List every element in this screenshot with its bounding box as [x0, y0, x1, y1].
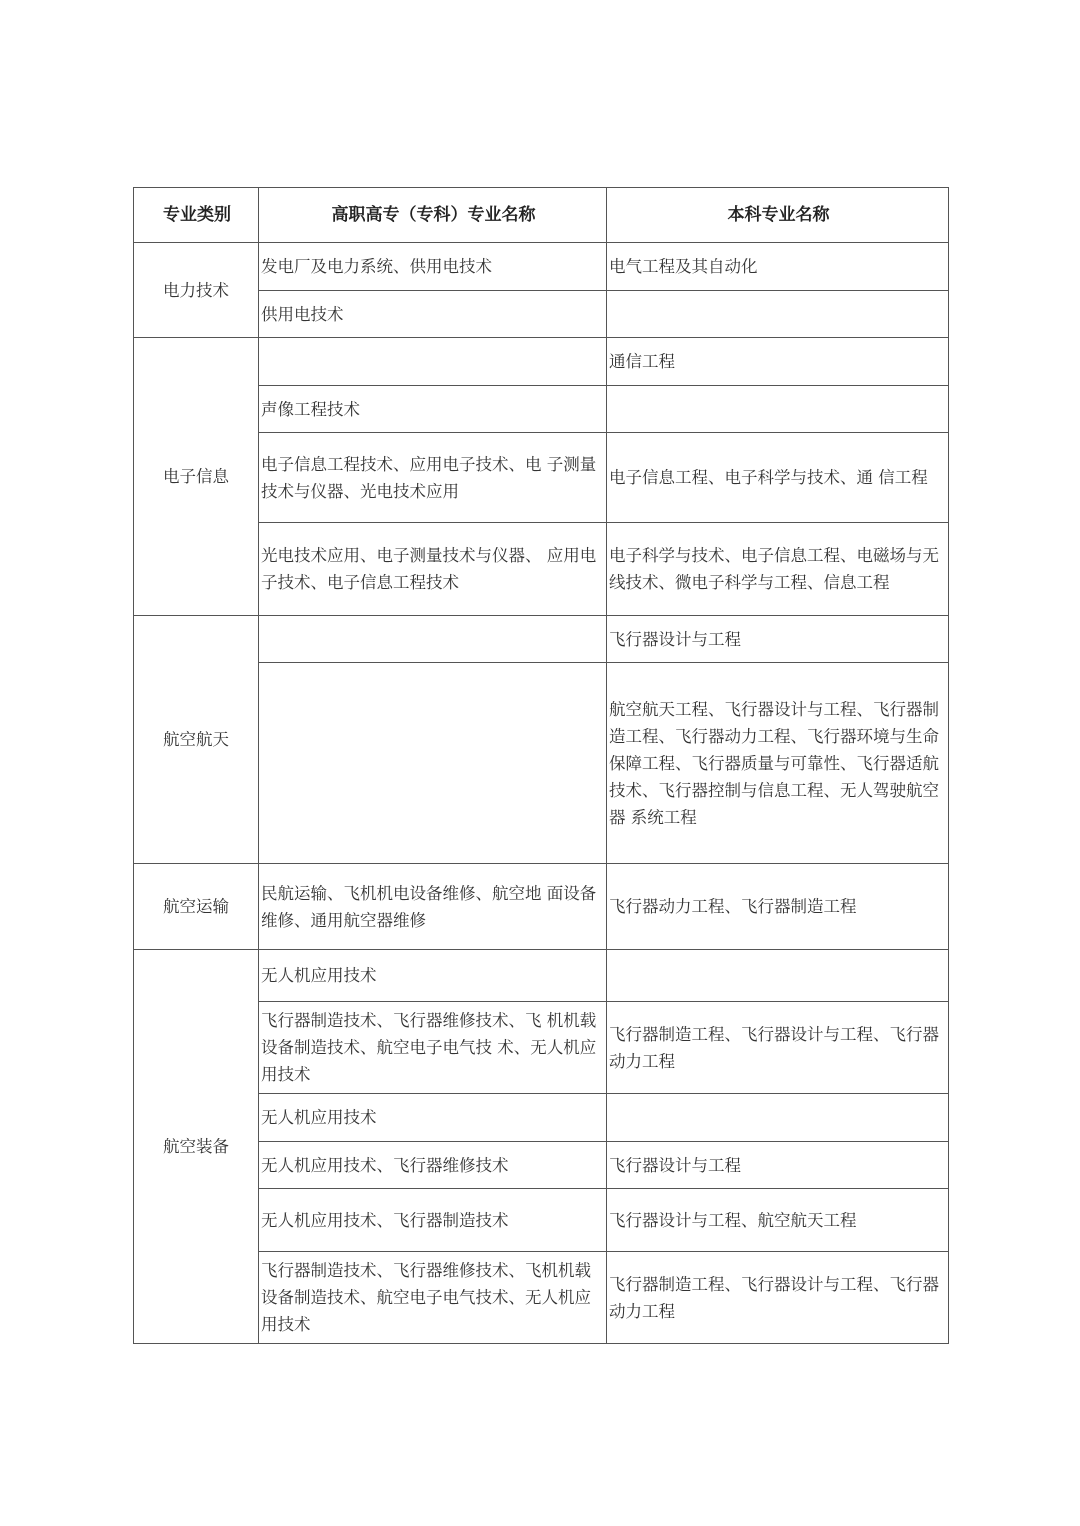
vocational-cell: [259, 338, 607, 386]
table-row: [134, 864, 949, 950]
bachelor-cell: 飞行器制造工程、飞行器设计与工程、飞行器动力工程: [607, 1252, 949, 1344]
category-cell: 航空航天: [134, 616, 259, 864]
bachelor-cell: 电子科学与技术、电子信息工程、电磁场与无线技术、微电子科学与工程、信息工程: [607, 523, 949, 616]
vocational-cell: 飞行器制造技术、飞行器维修技术、飞 机机载设备制造技术、航空电子电气技 术、无人机应用技术: [259, 1002, 607, 1094]
vocational-cell: 无人机应用技术: [259, 950, 607, 1002]
category-cell: 电力技术: [134, 243, 259, 338]
vocational-cell: [259, 616, 607, 663]
bachelor-cell: 飞行器制造工程、飞行器设计与工程、飞行器动力工程: [607, 1002, 949, 1094]
vocational-cell: 电子信息工程技术、应用电子技术、电 子测量技术与仪器、光电技术应用: [259, 433, 607, 523]
vocational-cell: 供用电技术: [259, 291, 607, 338]
bachelor-cell: [607, 386, 949, 433]
header-category: 专业类别: [134, 188, 259, 243]
vocational-cell: 声像工程技术: [259, 386, 607, 433]
bachelor-cell: 飞行器设计与工程: [607, 1142, 949, 1189]
bachelor-cell: [607, 1094, 949, 1142]
header-vocational: 高职高专（专科）专业名称: [259, 188, 607, 243]
vocational-cell: 无人机应用技术、飞行器维修技术: [259, 1142, 607, 1189]
bachelor-cell: 电子信息工程、电子科学与技术、通 信工程: [607, 433, 949, 523]
bachelor-cell: 飞行器设计与工程、航空航天工程: [607, 1189, 949, 1252]
bachelor-cell: 航空航天工程、飞行器设计与工程、飞行器制造工程、飞行器动力工程、飞行器环境与生命保障工程、飞行器质量与可靠性、飞行器适航技术、飞行器控制与信息工程、无人驾驶航空器 系统工程: [607, 663, 949, 864]
bachelor-cell: 电气工程及其自动化: [607, 243, 949, 291]
vocational-cell: 飞行器制造技术、飞行器维修技术、飞机机载设备制造技术、航空电子电气技术、无人机应用技术: [259, 1252, 607, 1344]
bachelor-cell: 飞行器动力工程、飞行器制造工程: [607, 864, 949, 950]
table-row: [134, 338, 949, 386]
vocational-cell: 发电厂及电力系统、供用电技术: [259, 243, 607, 291]
category-cell: 航空运输: [134, 864, 259, 950]
vocational-cell: 民航运输、飞机机电设备维修、航空地 面设备维修、通用航空器维修: [259, 864, 607, 950]
table-header-row: [134, 188, 949, 243]
vocational-cell: 无人机应用技术、飞行器制造技术: [259, 1189, 607, 1252]
table-row: [134, 243, 949, 291]
header-bachelor: 本科专业名称: [607, 188, 949, 243]
vocational-cell: 无人机应用技术: [259, 1094, 607, 1142]
major-mapping-table: [133, 187, 949, 1344]
bachelor-cell: [607, 950, 949, 1002]
bachelor-cell: 通信工程: [607, 338, 949, 386]
vocational-cell: 光电技术应用、电子测量技术与仪器、 应用电子技术、电子信息工程技术: [259, 523, 607, 616]
category-cell: 航空装备: [134, 950, 259, 1344]
table-row: [134, 616, 949, 663]
vocational-cell: [259, 663, 607, 864]
bachelor-cell: 飞行器设计与工程: [607, 616, 949, 663]
bachelor-cell: [607, 291, 949, 338]
category-cell: 电子信息: [134, 338, 259, 616]
table-row: [134, 950, 949, 1002]
